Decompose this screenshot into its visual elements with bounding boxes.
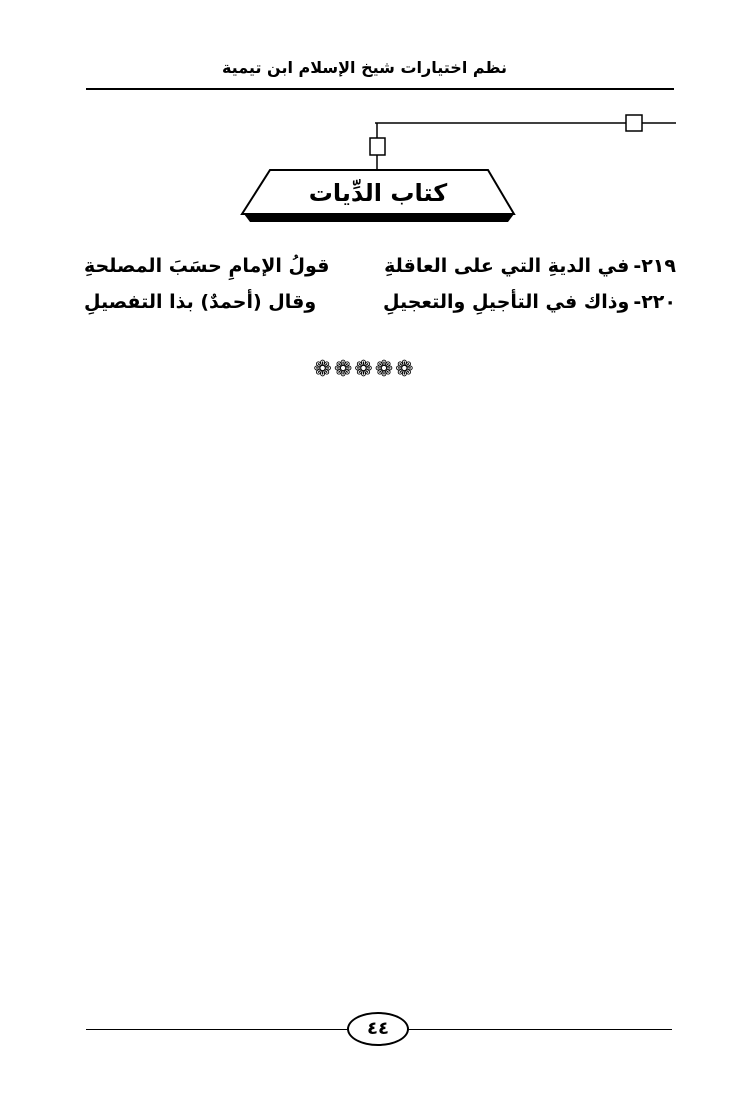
footer-rule-left bbox=[86, 1029, 348, 1030]
verse-number: ٢١٩- bbox=[633, 255, 676, 277]
header-rule bbox=[86, 88, 674, 90]
footer-rule-right bbox=[408, 1029, 672, 1030]
chapter-title: كتاب الدِّيات bbox=[308, 179, 448, 207]
running-header: نظم اختيارات شيخ الإسلام ابن تيمية bbox=[221, 58, 508, 77]
verse-first-hemistich bbox=[384, 251, 676, 281]
chapter-ornament bbox=[230, 110, 680, 230]
verse-220 bbox=[84, 287, 676, 323]
title-banner-shadow bbox=[244, 214, 514, 222]
page-number: ٤٤ bbox=[347, 1012, 409, 1046]
verse-number: ٢٢٠- bbox=[633, 291, 676, 313]
ornament-box-center bbox=[370, 138, 385, 155]
verse-second-hemistich: قولُ الإمامِ حسَبَ المصلحةِ bbox=[84, 255, 330, 277]
ornament-box-right bbox=[626, 115, 642, 131]
verse-second-hemistich: وقال (أحمدٌ) بذا التفصيلِ bbox=[84, 291, 317, 313]
verse-219 bbox=[84, 251, 676, 287]
section-separator: ❁❁❁❁❁ bbox=[313, 357, 416, 382]
verse-list bbox=[84, 251, 676, 323]
verse-first-hemistich bbox=[383, 287, 676, 317]
verse-text: في الديةِ التي على العاقلةِ bbox=[384, 255, 630, 277]
verse-text: وذاك في التأجيلِ والتعجيلِ bbox=[383, 291, 630, 313]
